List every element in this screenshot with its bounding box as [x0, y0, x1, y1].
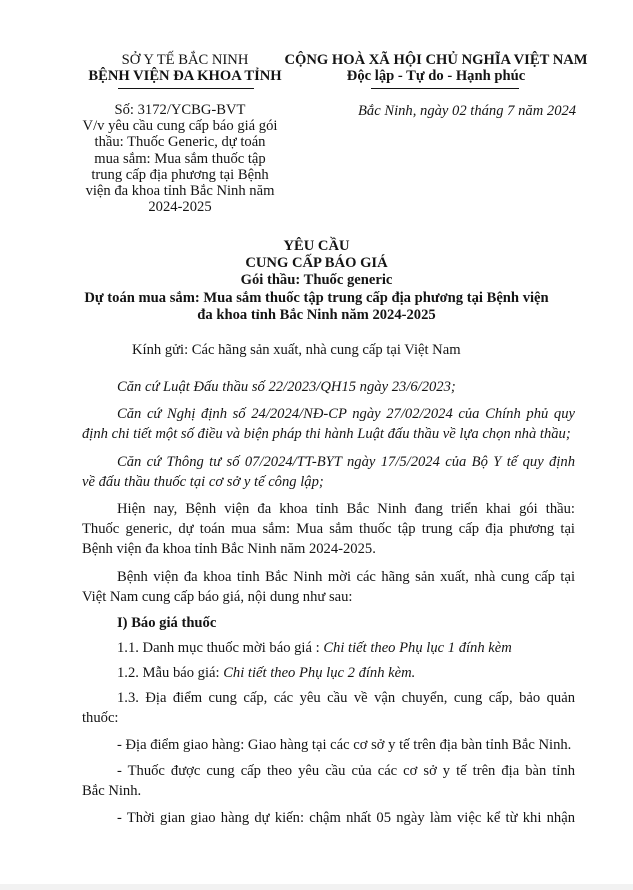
country-name: CỘNG HOÀ XÃ HỘI CHỦ NGHĨA VIỆT NAM	[284, 52, 588, 68]
paragraph-1-line-1: Hiện nay, Bệnh viện đa khoa tỉnh Bắc Ninh đang triển khai gói thầu:	[117, 501, 575, 517]
item-1-2-detail: Chi tiết theo Phụ lục 2 đính kèm.	[223, 665, 416, 681]
legal-basis-1: Căn cứ Luật Đấu thầu số 22/2023/QH15 ngày 23/6/2023;	[117, 379, 456, 395]
section-heading: I) Báo giá thuốc	[117, 615, 217, 631]
delivery-location: - Địa điểm giao hàng: Giao hàng tại các cơ sở y tế trên địa bàn tỉnh Bắc Ninh.	[117, 737, 572, 753]
supply-requirement-line-2: Bắc Ninh.	[82, 783, 142, 799]
subject-line: trung cấp địa phương tại Bệnh	[91, 166, 269, 183]
legal-basis-3-line-1: Căn cứ Thông tư số 07/2024/TT-BYT ngày 17/5/2024 của Bộ Y tế quy định	[117, 454, 575, 470]
paragraph-1-line-3: Bệnh viện đa khoa tỉnh Bắc Ninh năm 2024-2025.	[82, 541, 376, 557]
delivery-time: - Thời gian giao hàng dự kiến: chậm nhất 05 ngày làm việc kể từ khi nhận	[117, 810, 575, 826]
subject-line: viện đa khoa tỉnh Bắc Ninh năm	[85, 183, 275, 200]
item-1-3-line-1: 1.3. Địa điểm cung cấp, các yêu cầu về vận chuyển, cung cấp, bảo quản	[117, 690, 575, 706]
page-bottom-edge	[0, 884, 633, 890]
document-date: Bắc Ninh, ngày 02 tháng 7 năm 2024	[358, 103, 577, 119]
subject-line: mua sắm: Mua sắm thuốc tập	[94, 150, 266, 167]
issuer-underline	[118, 88, 254, 89]
subject-line: thầu: Thuốc Generic, dự toán	[94, 134, 266, 151]
hospital-name: BỆNH VIỆN ĐA KHOA TỈNH	[88, 68, 282, 84]
item-1-1-label: 1.1. Danh mục thuốc mời báo giá :	[117, 640, 324, 656]
ministry-name: SỞ Y TẾ BẮC NINH	[121, 52, 249, 68]
national-motto: Độc lập - Tự do - Hạnh phúc	[346, 68, 526, 84]
paragraph-1-line-2: Thuốc generic, dự toán mua sắm: Mua sắm thuốc tập trung cấp địa phương tại	[82, 521, 575, 537]
issuer-block	[60, 52, 310, 84]
motto-underline	[371, 88, 519, 89]
subject-line: 2024-2025	[148, 199, 212, 216]
estimate-line-2: đa khoa tỉnh Bắc Ninh năm 2024-2025	[197, 307, 436, 323]
item-1-1	[117, 640, 512, 657]
paragraph-2-line-1: Bệnh viện đa khoa tỉnh Bắc Ninh mời các hãng sản xuất, nhà cung cấp tại	[117, 569, 575, 585]
item-1-1-detail: Chi tiết theo Phụ lục 1 đính kèm	[323, 640, 512, 656]
estimate-line-1: Dự toán mua sắm: Mua sắm thuốc tập trung cấp địa phương tại Bệnh viện	[84, 290, 549, 306]
legal-basis-2-line-2: định chi tiết một số điều và biện pháp thi hành Luật đấu thầu về lựa chọn nhà thầu;	[82, 426, 571, 442]
item-1-2	[117, 665, 415, 682]
recipient-line: Kính gửi: Các hãng sản xuất, nhà cung cấp tại Việt Nam	[132, 342, 461, 358]
package-name: Gói thầu: Thuốc generic	[240, 272, 393, 288]
document-number: Số: 3172/YCBG-BVT	[114, 102, 246, 118]
title-line-2: CUNG CẤP BÁO GIÁ	[245, 255, 388, 271]
supply-requirement-line-1: - Thuốc được cung cấp theo yêu cầu của các cơ sở y tế trên địa bàn tỉnh	[117, 763, 575, 779]
reference-block	[70, 102, 290, 215]
paragraph-2-line-2: Việt Nam cung cấp báo giá, nội dung như sau:	[82, 589, 353, 605]
subject-line: V/v yêu cầu cung cấp báo giá gói	[82, 118, 278, 135]
national-header	[280, 52, 592, 84]
item-1-2-label: 1.2. Mẫu báo giá:	[117, 665, 224, 681]
title-line-1: YÊU CẦU	[283, 238, 350, 254]
legal-basis-2-line-1: Căn cứ Nghị định số 24/2024/NĐ-CP ngày 27/02/2024 của Chính phủ quy	[117, 406, 575, 422]
legal-basis-3-line-2: về đấu thầu thuốc tại cơ sở y tế công lập;	[82, 474, 324, 490]
item-1-3-line-2: thuốc:	[82, 710, 119, 726]
